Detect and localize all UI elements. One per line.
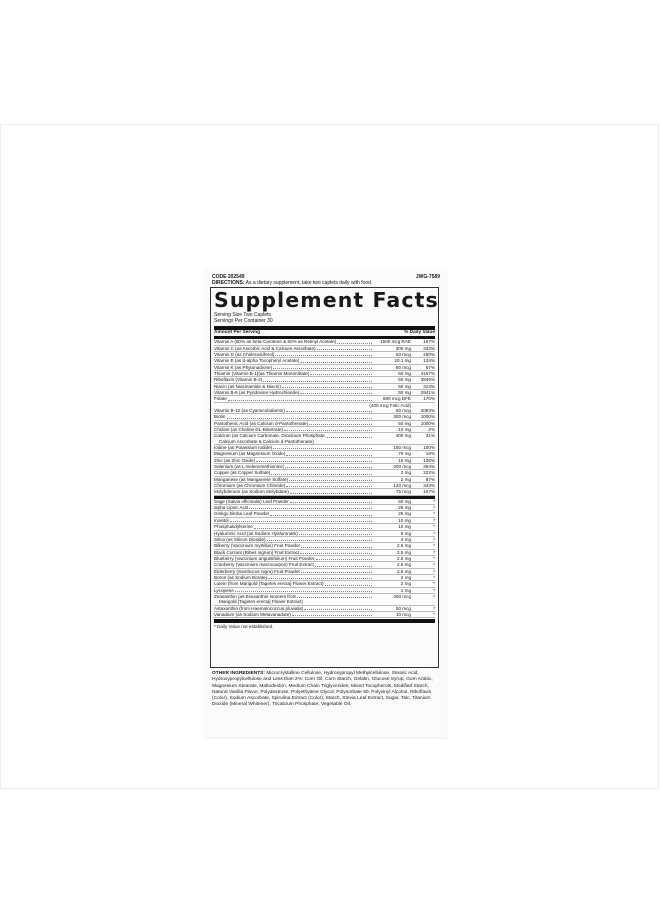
leader-dots bbox=[284, 430, 372, 431]
nutrient-daily-value: * bbox=[433, 611, 435, 617]
nutrient-amount: 400 mg bbox=[395, 433, 411, 439]
leader-dots bbox=[300, 553, 372, 554]
leader-dots bbox=[300, 393, 372, 394]
supplement-facts-box bbox=[210, 287, 439, 668]
leader-dots bbox=[297, 597, 372, 598]
nutrient-daily-value: 343% bbox=[423, 483, 435, 489]
nutrient-daily-value: 136% bbox=[423, 457, 435, 463]
nutrient-daily-value: 2941% bbox=[420, 389, 435, 395]
nutrient-row bbox=[214, 612, 435, 618]
nutrient-amount: 1 mg bbox=[400, 587, 411, 593]
product-id: JWG-7589 bbox=[415, 274, 440, 280]
nutrient-amount: 50 mcg bbox=[395, 407, 411, 413]
nutrient-name: Ginkgo biloba Leaf Powder bbox=[214, 511, 270, 517]
other-ingredients bbox=[212, 671, 442, 709]
nutrient-daily-value: * bbox=[433, 536, 435, 542]
nutrient-daily-value: 167% bbox=[423, 339, 435, 345]
nutrient-amount: 1500 mcg RAE bbox=[380, 339, 411, 345]
nutrient-name: Vitamin B-6 (as Pyridoxine Hydrochloride) bbox=[214, 389, 300, 395]
nutrient-daily-value: 1000% bbox=[420, 414, 435, 420]
nutrient-amount: 2 mg bbox=[400, 574, 411, 580]
leader-dots bbox=[271, 474, 372, 475]
nutrient-amount: 50 mg bbox=[398, 498, 411, 504]
nutrient-name: Lycopene bbox=[214, 587, 234, 593]
nutrient-amount: 2.5 mg bbox=[396, 555, 411, 561]
leader-dots bbox=[309, 424, 372, 425]
nutrient-daily-value: * bbox=[433, 555, 435, 561]
nutrient-name: Copper (as Copper Sulfate) bbox=[214, 470, 271, 476]
nutrient-amount: 50 mcg bbox=[395, 351, 411, 357]
nutrient-name: Biotin bbox=[214, 414, 226, 420]
nutrient-amount: 10 mcg bbox=[395, 611, 411, 617]
nutrient-daily-value: * bbox=[433, 511, 435, 517]
leader-dots bbox=[327, 437, 372, 438]
other-ingredients-label: OTHER INGREDIENTS: bbox=[212, 671, 266, 676]
nutrient-name: Iodine (as Potassium Iodide) bbox=[214, 445, 273, 451]
nutrient-name: Pantothenic Acid (as Calcium d-Pantothenate) bbox=[214, 420, 308, 426]
serving-size: Serving Size Two Caplets bbox=[214, 312, 271, 318]
nutrient-amount: (400 mcg Folic Acid) bbox=[369, 402, 411, 408]
nutrient-amount: 150 mcg bbox=[393, 445, 411, 451]
directions bbox=[212, 280, 440, 286]
leader-dots bbox=[263, 381, 372, 382]
header-daily-value: % Daily Value bbox=[404, 330, 435, 336]
nutrient-daily-value: * bbox=[433, 568, 435, 574]
nutrient-daily-value: * bbox=[433, 498, 435, 504]
leader-dots bbox=[270, 515, 372, 516]
nutrient-daily-value: * bbox=[433, 605, 435, 611]
facts-title: Supplement Facts bbox=[214, 288, 439, 312]
nutrient-name: Bilberry (Vaccinium myrtillus) Fruit Powder bbox=[214, 543, 301, 549]
nutrient-name: Folate bbox=[214, 396, 227, 402]
nutrient-amount: 75 mcg bbox=[395, 489, 411, 495]
nutrient-daily-value: 4167% bbox=[420, 370, 435, 376]
header-amount: Amount Per Serving bbox=[214, 330, 261, 336]
nutrient-daily-value: * bbox=[433, 543, 435, 549]
servings-per-container: Servings Per Container 30 bbox=[214, 317, 273, 324]
nutrient-daily-value: 364% bbox=[423, 464, 435, 470]
leader-dots bbox=[286, 455, 372, 456]
nutrient-name: Cranberry (Vaccinium macrocarpon) Fruit Extract bbox=[214, 562, 314, 568]
nutrient-daily-value: 2% bbox=[428, 427, 435, 432]
leader-dots bbox=[304, 609, 372, 610]
nutrient-daily-value: 31% bbox=[425, 433, 435, 439]
nutrient-amount: 680 mcg DFE bbox=[382, 396, 411, 402]
leader-dots bbox=[286, 411, 372, 412]
nutrient-amount: 10 mg bbox=[398, 524, 411, 530]
leader-dots bbox=[292, 615, 372, 616]
nutrient-amount: 50 mg bbox=[398, 377, 411, 383]
vitamins-minerals-list bbox=[214, 339, 435, 496]
leader-dots bbox=[268, 578, 372, 579]
nutrient-name: Molybdenum (as Sodium Molybdate) bbox=[214, 489, 289, 495]
nutrient-name: Inositol bbox=[214, 517, 229, 523]
nutrient-name: Calcium Ascorbate & Calcium d-Pantothenate) bbox=[219, 438, 314, 444]
nutrient-name: Choline (as Choline DL-Bitartrate) bbox=[214, 427, 283, 432]
leader-dots bbox=[301, 547, 372, 548]
nutrient-name: Vitamin A (50% as beta-Carotene & 50% as Retinyl Acetate) bbox=[214, 339, 337, 345]
leader-dots bbox=[230, 521, 372, 522]
nutrient-amount: 15 mg bbox=[398, 457, 411, 463]
nutrient-amount: 2.5 mg bbox=[396, 543, 411, 549]
nutrient-amount: 20.1 mg bbox=[394, 358, 411, 364]
nutrient-amount: 400 mcg bbox=[393, 593, 411, 599]
nutrient-daily-value: 3846% bbox=[420, 377, 435, 383]
nutrient-daily-value: * bbox=[433, 587, 435, 593]
nutrient-daily-value: * bbox=[433, 593, 435, 599]
nutrient-amount: 25 mg bbox=[398, 511, 411, 517]
column-headers bbox=[214, 330, 435, 339]
nutrient-amount: 300 mg bbox=[395, 345, 411, 351]
leader-dots bbox=[273, 448, 372, 449]
nutrient-name: Thiamin (Vitamin B-1)(as Thiamin Mononitrate) bbox=[214, 370, 310, 376]
nutrient-amount: 2.5 mg bbox=[396, 549, 411, 555]
leader-dots bbox=[286, 486, 372, 487]
nutrient-amount: 200 mcg bbox=[393, 464, 411, 470]
nutrient-daily-value: 100% bbox=[423, 445, 435, 451]
leader-dots bbox=[282, 387, 372, 388]
nutrient-name: alpha Lipoic Acid bbox=[214, 505, 249, 511]
nutrient-name: Vitamin E (as d-alpha Tocopheryl Acetate) bbox=[214, 358, 300, 364]
nutrient-name: Vitamin D (as Cholecalciferol) bbox=[214, 351, 275, 357]
nutrient-name: Vitamin C (as Ascorbic Acid & Calcium Ascorbate) bbox=[214, 345, 316, 351]
serving-info bbox=[214, 313, 435, 324]
leader-dots bbox=[301, 572, 372, 573]
leader-dots bbox=[300, 362, 372, 363]
nutrient-name: Astaxanthin (from Haematococcus pluvialis) bbox=[214, 605, 304, 611]
leader-dots bbox=[317, 349, 372, 350]
nutrient-name: Niacin (as Niacinamide & Niacin) bbox=[214, 383, 281, 389]
nutrient-daily-value: 333% bbox=[423, 345, 435, 351]
leader-dots bbox=[289, 480, 372, 481]
nutrient-name: Vitamin B-12 (as Cyanocobalamin) bbox=[214, 407, 285, 413]
nutrient-daily-value: 87% bbox=[425, 476, 435, 482]
leader-dots bbox=[273, 368, 372, 369]
nutrient-amount: 50 mcg bbox=[395, 605, 411, 611]
other-ingredients-text: Microcrystalline Cellulose, Hydroxypropyl Methylcellulose, Stearic Acid, Hydroxypropylcellulose and Less than 2%: Corn Oil, Corn Starch, Gelatin, Glucose Syrup, Gum Arabic, Magnesium Stearate, Maltodextrin, Medium Chain Triglycerides, Mixed Tocopherols, Modified Starch, Natural Vanilla Flavor, Polydextrose, Polyethylene Glycol, Polysorbate 80, Polyvinyl Alcohol, Riboflavin (Color), Sodium Ascorbate, Spirulina Extract (Color), Starch, Stevia Leaf Extract, Sugar, Talc, Titanium Dioxide (Mineral Whitener), Tricalcium Phosphate, Vegetable Oil. bbox=[212, 671, 433, 708]
nutrient-amount: 4 mg bbox=[400, 536, 411, 542]
nutrient-amount: 50 mg bbox=[398, 370, 411, 376]
leader-dots bbox=[316, 559, 372, 560]
leader-dots bbox=[256, 461, 372, 462]
leader-dots bbox=[228, 400, 372, 401]
nutrient-daily-value: * bbox=[433, 505, 435, 511]
nutrient-amount: 5 mg bbox=[400, 530, 411, 536]
directions-label: DIRECTIONS: bbox=[212, 280, 245, 286]
leader-dots bbox=[290, 502, 372, 503]
nutrient-amount: 2.5 mg bbox=[396, 568, 411, 574]
nutrient-amount: 2 mg bbox=[400, 581, 411, 587]
nutrient-amount: 50 mg bbox=[398, 383, 411, 389]
nutrient-name: Marigold [Tagetes erecta] Flower Extract) bbox=[219, 599, 303, 605]
leader-dots bbox=[227, 418, 373, 419]
label-header bbox=[212, 274, 440, 286]
nutrient-amount: 2.5 mg bbox=[396, 562, 411, 568]
other-actives-list bbox=[214, 499, 435, 619]
nutrient-name: Black Currant (Ribes nigrum) Fruit Extract bbox=[214, 549, 300, 555]
nutrient-name: Manganese (as Manganese Sulfate) bbox=[214, 476, 289, 482]
nutrient-name: Elderberry (Sambucus nigra) Fruit Powder bbox=[214, 568, 301, 574]
nutrient-daily-value: 170% bbox=[423, 396, 435, 402]
nutrient-amount: 50 mg bbox=[398, 389, 411, 395]
nutrient-amount: 80 mcg bbox=[395, 364, 411, 370]
directions-text: As a dietary supplement, take two caplets daily with food. bbox=[244, 280, 373, 286]
leader-dots bbox=[267, 540, 372, 541]
leader-dots bbox=[315, 566, 372, 567]
leader-dots bbox=[235, 591, 372, 592]
nutrient-name: Selenium (as L-Selenomethionine) bbox=[214, 464, 285, 470]
nutrient-daily-value: 2083% bbox=[420, 407, 435, 413]
nutrient-name: Blueberry (Vaccinium angustifolium) Fruit Powder bbox=[214, 555, 315, 561]
nutrient-name: Sage (Salvia officinalis) Leaf Powder bbox=[214, 498, 289, 504]
nutrient-daily-value: 134% bbox=[423, 358, 435, 364]
nutrient-amount: 120 mcg bbox=[393, 483, 411, 489]
nutrient-name: Zinc (as Zinc Oxide) bbox=[214, 457, 256, 463]
nutrient-daily-value: * bbox=[433, 574, 435, 580]
nutrient-daily-value: 167% bbox=[423, 489, 435, 495]
leader-dots bbox=[290, 493, 372, 494]
nutrient-daily-value: * bbox=[433, 517, 435, 523]
leader-dots bbox=[337, 343, 372, 344]
nutrient-name: Hyaluronic Acid (as Sodium Hyaluronate) bbox=[214, 530, 298, 536]
nutrient-amount: 75 mg bbox=[398, 451, 411, 457]
nutrient-amount: 50 mg bbox=[398, 420, 411, 426]
nutrient-name: Magnesium (as Magnesium Oxide) bbox=[214, 451, 286, 457]
nutrient-name: Calcium (as Calcium Carbonate, Dicalcium Phosphate, bbox=[214, 433, 326, 439]
leader-dots bbox=[310, 374, 372, 375]
nutrient-name: Vanadium (as Sodium Metavanadate) bbox=[214, 611, 291, 617]
nutrient-amount: 25 mg bbox=[398, 505, 411, 511]
nutrient-daily-value: * bbox=[433, 562, 435, 568]
leader-dots bbox=[285, 467, 372, 468]
nutrient-daily-value: 222% bbox=[423, 470, 435, 476]
nutrient-amount: 10 mg bbox=[398, 427, 411, 432]
product-code: CODE 202549 bbox=[212, 274, 245, 280]
footnote: * Daily Value not established. bbox=[214, 624, 274, 630]
nutrient-amount: 10 mg bbox=[398, 517, 411, 523]
nutrient-name: Chromium (as Chromium Chloride) bbox=[214, 483, 286, 489]
nutrient-daily-value: 250% bbox=[423, 351, 435, 357]
nutrient-name: Zeaxanthin (as Zeaxanthin Isomers from bbox=[214, 593, 297, 599]
leader-dots bbox=[254, 528, 372, 529]
nutrient-name: Riboflavin (Vitamin B-2) bbox=[214, 377, 263, 383]
nutrient-name: Vitamin K (as Phytonadione) bbox=[214, 364, 273, 370]
leader-dots bbox=[275, 355, 372, 356]
nutrient-daily-value: * bbox=[433, 530, 435, 536]
nutrient-daily-value: 67% bbox=[425, 364, 435, 370]
nutrient-name: Lutein (from Marigold [Tagetes erecta] Flower Extract) bbox=[214, 581, 324, 587]
nutrient-amount: 2 mg bbox=[400, 470, 411, 476]
nutrient-daily-value: 18% bbox=[425, 451, 435, 457]
nutrient-daily-value: 313% bbox=[423, 383, 435, 389]
nutrient-daily-value: * bbox=[433, 549, 435, 555]
nutrient-name: Boron (as Sodium Borate) bbox=[214, 574, 268, 580]
supplement-label-panel bbox=[205, 268, 447, 737]
nutrient-amount: 300 mcg bbox=[393, 414, 411, 420]
leader-dots bbox=[299, 534, 372, 535]
leader-dots bbox=[249, 508, 372, 509]
nutrient-amount: 2 mg bbox=[400, 476, 411, 482]
leader-dots bbox=[325, 585, 372, 586]
nutrient-daily-value: * bbox=[433, 581, 435, 587]
nutrient-daily-value: 1000% bbox=[420, 420, 435, 426]
nutrient-daily-value: * bbox=[433, 524, 435, 530]
nutrient-name: Phosphatidylserine bbox=[214, 524, 253, 530]
nutrient-name: Silica (as Silicon Dioxide) bbox=[214, 536, 266, 542]
